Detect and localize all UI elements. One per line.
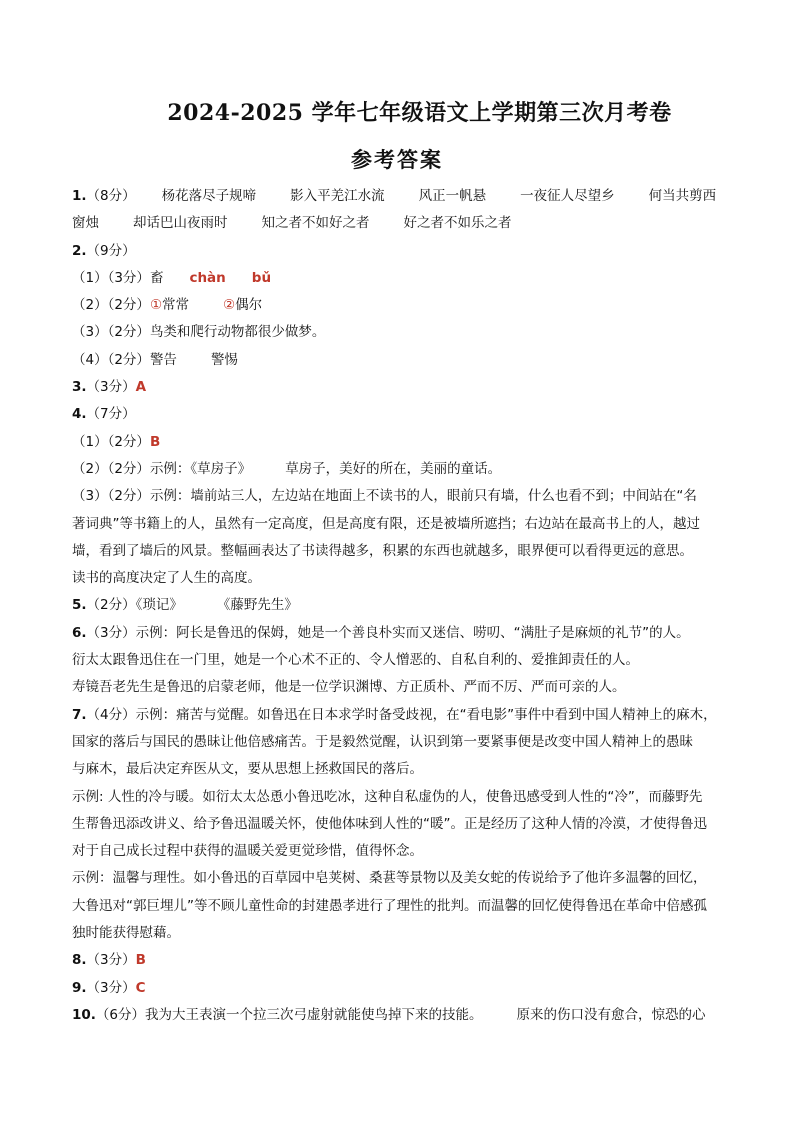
q2-part-2-answer-2: 偶尔 <box>235 297 263 314</box>
q5-number: 5. <box>72 597 87 614</box>
page-subtitle: 参考答案 <box>351 147 443 172</box>
circled-one-icon: ① <box>149 297 163 314</box>
q1-answer-1: 杨花落尽子规啼 <box>161 188 257 204</box>
q9-line <box>72 975 732 1002</box>
q1-line-1 <box>72 183 732 210</box>
q3-answer: A <box>135 379 147 396</box>
q3-line <box>72 374 732 401</box>
q4-part-2-label: （2）（2分） <box>72 460 150 477</box>
q6-score: （3分） <box>86 624 136 641</box>
q5-score: （2分） <box>86 597 136 614</box>
q4-part-3-line-3: 墙，看到了墙后的风景。整幅画表达了书读得越多，积累的东西也就越多，眼界便可以看得更远的意思。 <box>72 542 693 559</box>
q1-answer-8: 知之者不如好之者 <box>261 215 370 232</box>
q4-part-3-text-1: 示例：墙前站三人，左边站在地面上不读书的人，眼前只有墙，什么也看不到；中间站在“名 <box>149 488 697 505</box>
q2-number: 2. <box>72 242 87 259</box>
q7-line-2: 国家的落后与国民的愚昧让他倍感痛苦。于是毅然觉醒，认识到第一要紧事便是改变中国人精神上的愚昧 <box>72 733 693 750</box>
q5-answer-2: 《藤野先生》 <box>216 597 298 614</box>
q4-part-3-label: （3）（2分） <box>72 488 150 505</box>
q7-score: （4分） <box>86 706 136 723</box>
q2-part-4-label: （4）（2分） <box>72 351 150 368</box>
q8-answer: B <box>135 952 146 969</box>
q9-number: 9. <box>72 979 87 996</box>
q6-line-3: 寿镜吾老先生是鲁迅的启蒙老师，他是一位学识渊博、方正质朴、严而不厉、严而可亲的人。 <box>72 679 626 696</box>
q5-answer-1: 《琐记》 <box>135 597 183 614</box>
q1-line-2 <box>72 210 732 237</box>
q4-score: （7分） <box>86 406 136 423</box>
q10-line <box>72 1002 732 1029</box>
q2-part-2-label: （2）（2分） <box>72 297 150 314</box>
q7-line-5: 生帮鲁迅添改讲义、给予鲁迅温暖关怀，使他体味到人性的“暖”。正是经历了这种人情的冷漠，才使得鲁迅 <box>72 815 707 832</box>
q7-line-6: 对于自己成长过程中获得的温暖关爱更觉珍惜，值得怀念。 <box>72 843 423 860</box>
q2-part-4 <box>72 347 732 374</box>
q1-answer-5: 何当共剪西 <box>648 188 717 204</box>
q3-number: 3. <box>72 379 87 396</box>
q10-number: 10. <box>72 1006 96 1023</box>
q7-line-4: 示例: 人性的冷与暖。如衍太太怂恿小鲁迅吃冰，这种自私虚伪的人，使鲁迅感受到人性的“冷”，而藤野先 <box>72 788 703 805</box>
q9-answer: C <box>135 979 146 996</box>
q2-part-1-char: 畜 <box>149 269 164 286</box>
q4-part-2-text: 示例：《草房子》 <box>149 460 252 477</box>
q1-answer-6: 窗烛 <box>72 215 99 232</box>
q10-answer-2: 原来的伤口没有愈合，惊恐的心 <box>516 1006 706 1023</box>
q2-score: （9分） <box>86 242 136 259</box>
q4-part-1 <box>72 429 732 456</box>
q6-line-1 <box>72 620 732 647</box>
page-title: 2024-2025 学年七年级语文上学期第三次月考卷 <box>167 100 672 126</box>
q1-answer-9: 好之者不如乐之者 <box>403 215 512 232</box>
q2-part-2 <box>72 292 732 319</box>
circled-two-icon: ② <box>223 297 236 314</box>
answer-content <box>72 183 732 1029</box>
q2-pinyin-2: bǔ <box>251 269 272 286</box>
q2-part-3 <box>72 319 732 346</box>
q1-answer-7: 却话巴山夜雨时 <box>133 215 228 232</box>
q1-score: （8分） <box>86 188 136 204</box>
q7-text-1: 示例：痛苦与觉醒。如鲁迅在日本求学时备受歧视，在“看电影”事件中看到中国人精神上的麻木， <box>135 706 717 723</box>
q6-text-1: 示例：阿长是鲁迅的保姆，她是一个善良朴实而又迷信、唠叨、“满肚子是麻烦的礼节”的人。 <box>135 624 690 641</box>
q4-part-3-line-1 <box>72 483 732 510</box>
q2-part-4-answer-1: 警告 <box>149 351 177 368</box>
q6-line-2: 衍太太跟鲁迅住在一门里，她是一个心术不正的、令人憎恶的、自私自利的、爱推卸责任的人。 <box>72 652 639 669</box>
q7-line-8: 大鲁迅对“郭巨埋儿”等不顾儿童性命的封建愚孝进行了理性的批判。而温馨的回忆使得鲁迅在革命中倍感孤 <box>72 897 707 914</box>
q7-line-1 <box>72 702 732 729</box>
q7-line-3: 与麻木，最后决定弃医从文，要从思想上拯救国民的落后。 <box>72 761 423 778</box>
q4-part-3-line-4: 读书的高度决定了人生的高度。 <box>72 570 261 587</box>
q2-part-3-text: 鸟类和爬行动物都很少做梦。 <box>149 324 326 341</box>
q10-score: （6分） <box>95 1006 146 1023</box>
q8-number: 8. <box>72 952 87 969</box>
q2-part-2-answer-1: 常常 <box>162 297 190 314</box>
q5-line <box>72 592 732 619</box>
q4-part-3-line-2: 著词典”等书籍上的人，虽然有一定高度，但是高度有限，还是被墙所遮挡；右边站在最高书上的人，越过 <box>72 515 700 532</box>
q2-part-1 <box>72 265 732 292</box>
q10-answer-1: 我为大王表演一个拉三次弓虚射就能使鸟掉下来的技能。 <box>145 1006 483 1023</box>
q2-part-3-label: （3）（2分） <box>72 324 150 341</box>
q7-line-7: 示例：温馨与理性。如小鲁迅的百草园中皂荚树、桑葚等景物以及美女蛇的传说给予了他许多温馨的回忆， <box>72 870 707 887</box>
q4-part-2-text-2: 草房子，美好的所在，美丽的童话。 <box>285 460 502 477</box>
q1-number: 1. <box>72 188 87 204</box>
q8-score: （3分） <box>86 952 136 969</box>
q2-pinyin-1: chàn <box>189 269 226 286</box>
q1-answer-2: 影入平羌江水流 <box>290 188 385 204</box>
q2-part-4-answer-2: 警惕 <box>210 351 238 368</box>
q1-answer-3: 风正一帆悬 <box>418 188 487 204</box>
q7-number: 7. <box>72 706 87 723</box>
q6-number: 6. <box>72 624 87 641</box>
q7-line-9: 独时能获得慰藉。 <box>72 925 180 942</box>
q8-line <box>72 947 732 974</box>
q2-part-1-label: （1）（3分） <box>72 269 150 286</box>
q9-score: （3分） <box>86 979 136 996</box>
q4-part-1-label: （1）（2分） <box>72 433 150 450</box>
q3-score: （3分） <box>86 379 136 396</box>
q1-answer-4: 一夜征人尽望乡 <box>520 188 615 204</box>
q4-header <box>72 401 732 428</box>
q2-header <box>72 238 732 265</box>
q4-number: 4. <box>72 406 87 423</box>
q4-part-1-answer: B <box>149 433 161 450</box>
q4-part-2 <box>72 456 732 483</box>
